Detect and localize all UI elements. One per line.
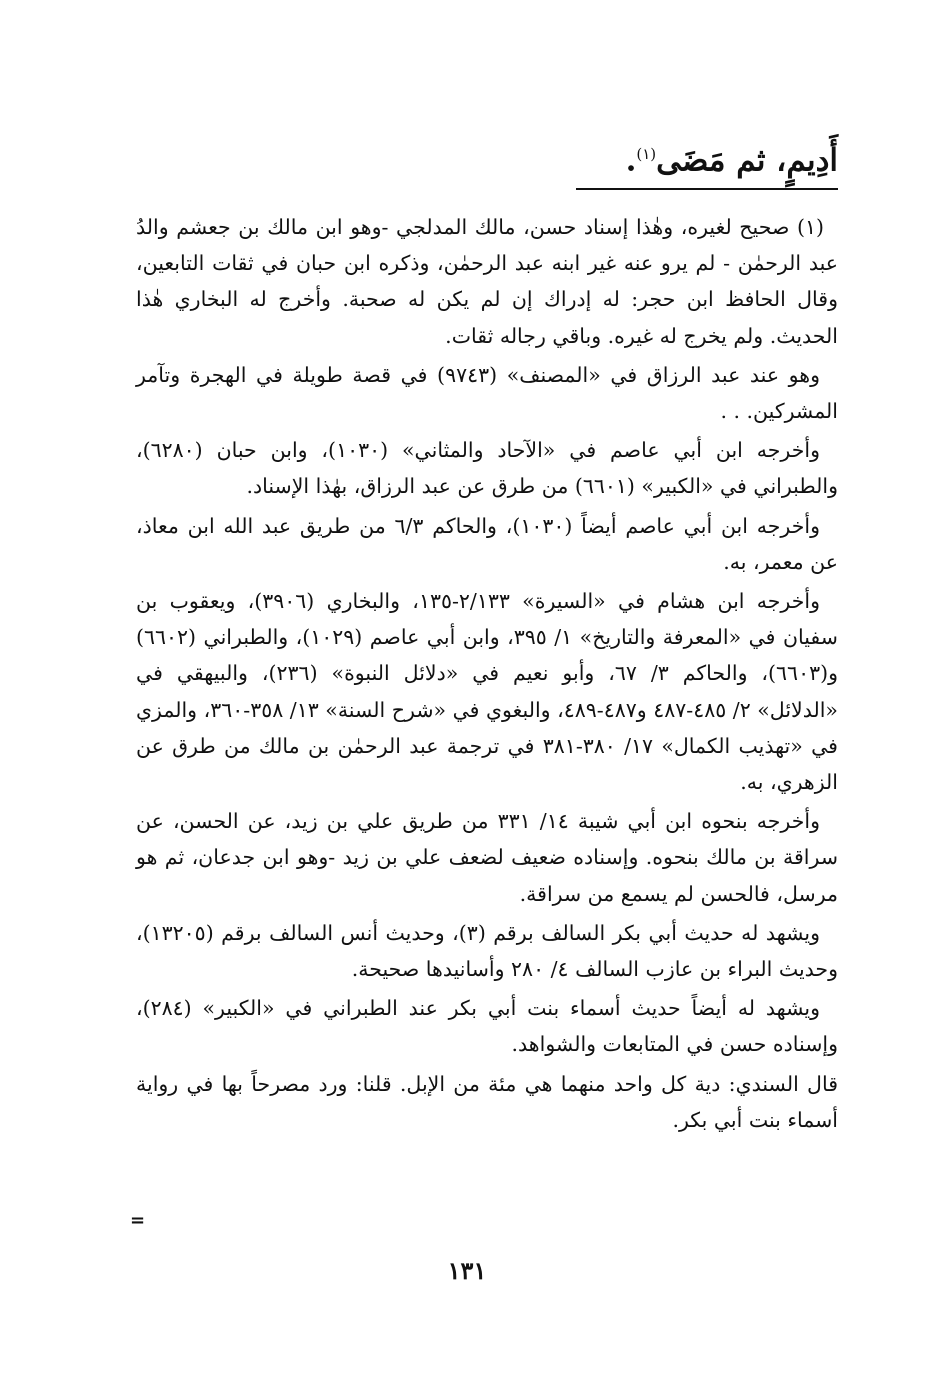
main-text: أَدِيمٍ، ثم مَضَى [656,142,838,179]
footnote-paragraph: وأخرجه بنحوه ابن أبي شيبة ١٤/ ٣٣١ من طريق علي بن زيد، عن الحسن، عن سراقة بن مالك بنحوه. وإسناده ضعيف لضعف علي بن زيد -وهو ابن جدعان، ثم هو مرسل، فالحسن لم يسمع من سراقة. [136,809,838,906]
footnote-paragraph: ويشهد له أيضاً حديث أسماء بنت أبي بكر عند الطبراني في «الكبير» (٢٨٤)، وإسناده حسن في المتابعات والشواهد. [136,996,838,1057]
continuation-mark: = [130,1210,146,1231]
footnote-reference: (١) [636,145,657,163]
footnote-paragraph: وأخرجه ابن أبي عاصم في «الآحاد والمثاني» (١٠٣٠)، وابن حبان (٦٢٨٠)، والطبراني في «الكبير» (٦٦٠١) من طرق عن عبد الرزاق، بهٰذا الإسناد. [136,438,838,499]
main-text-end-punct: . [625,142,637,179]
footnotes-section [136,209,838,1141]
main-text-line [138,130,838,184]
footnote-paragraph: وأخرجه ابن هشام في «السيرة» ٢/١٣٣-١٣٥، والبخاري (٣٩٠٦)، ويعقوب بن سفيان في «المعرفة والتاريخ» ١/ ٣٩٥، وابن أبي عاصم (١٠٢٩)، والطبراني (٦٦٠٢) و(٦٦٠٣)، والحاكم ٣/ ٦٧، وأبو نعيم في «دلائل النبوة» (٢٣٦)، والبيهقي في «الدلائل» ٢/ ٤٨٥-٤٨٧ و٤٨٧-٤٨٩، والبغوي في «شرح السنة» ١٣/ ٣٥٨-٣٦٠، والمزي في «تهذيب الكمال» ١٧/ ٣٨٠-٣٨١ في ترجمة عبد الرحمٰن بن مالك من طرق عن الزهري، به. [136,589,838,795]
footnote-paragraph: (١) صحيح لغيره، وهٰذا إسناد حسن، مالك المدلجي -وهو ابن مالك بن جعشم والدُ عبد الرحمٰن - لم يرو عنه غير ابنه عبد الرحمٰن، وذكره ابن حبان في ثقات التابعين، وقال الحافظ ابن حجر: له إدراك إن لم يكن له صحبة. وأخرج له البخاري هٰذا الحديث. ولم يخرج له غيره. وباقي رجاله ثقات. [136,215,838,348]
footnote-divider [576,188,838,190]
footnote-paragraph: قال السندي: دية كل واحد منهما هي مئة من الإبل. قلنا: ورد مصرحاً بها في رواية أسماء بنت أبي بكر. [136,1071,838,1132]
page-number: ١٣١ [447,1256,487,1285]
footnote-paragraph: ويشهد له حديث أبي بكر السالف برقم (٣)، وحديث أنس السالف برقم (١٣٢٠٥)، وحديث البراء بن عازب السالف ٤/ ٢٨٠ وأسانيدها صحيحة. [136,920,838,982]
footnote-paragraph: وهو عند عبد الرزاق في «المصنف» (٩٧٤٣) في قصة طويلة في الهجرة وتآمر المشركين. . . [136,362,838,424]
footnote-paragraph: وأخرجه ابن أبي عاصم أيضاً (١٠٣٠)، والحاكم ٦/٣ من طريق عبد الله ابن معاذ، عن معمر، به. [136,513,838,574]
